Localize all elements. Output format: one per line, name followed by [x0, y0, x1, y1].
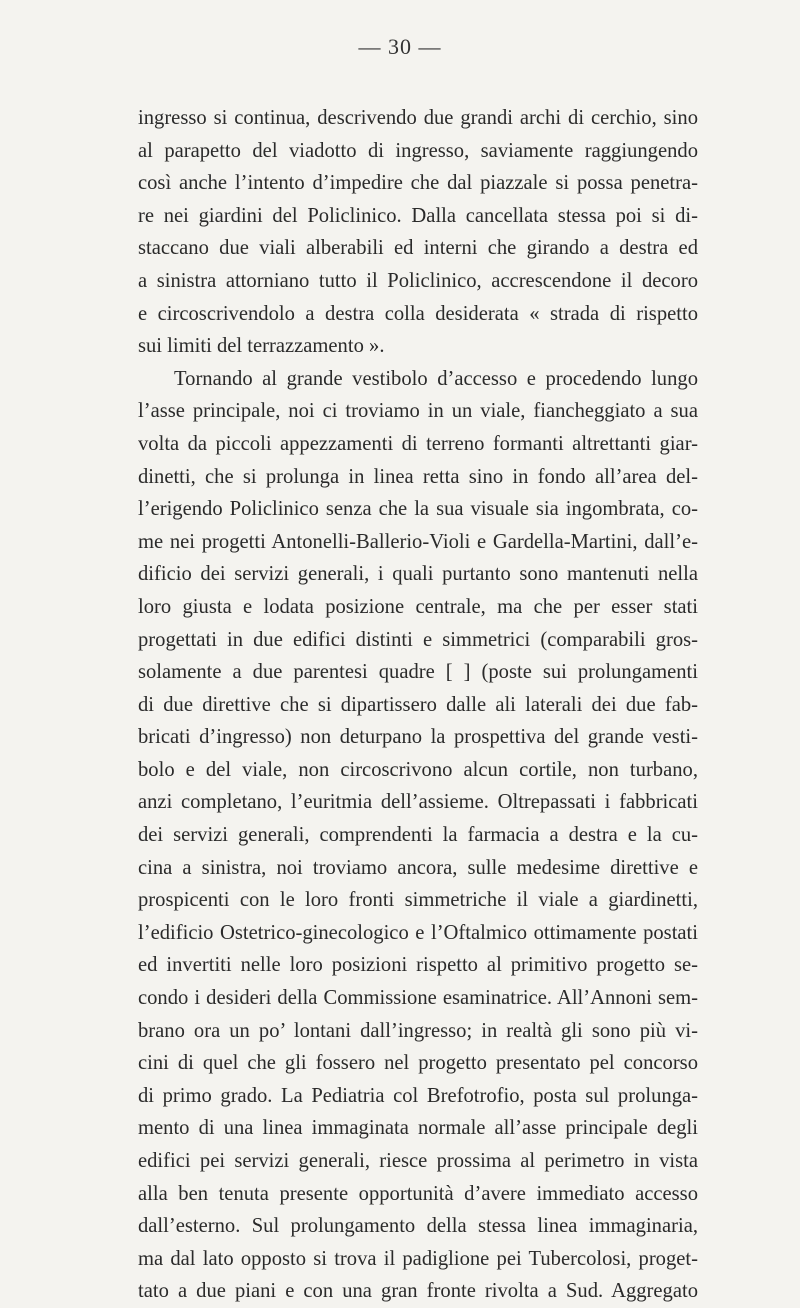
text-line: dificio dei servizi generali, i quali purtanto sono mantenuti nella [138, 563, 698, 586]
text-line: dall’esterno. Sul prolungamento della stessa linea immaginaria, [138, 1215, 698, 1238]
text-line: me nei progetti Antonelli-Ballerio-Violi e Gardella-Martini, dall’e- [138, 530, 698, 553]
text-line: ma dal lato opposto si trova il padiglione pei Tubercolosi, proget- [138, 1247, 698, 1270]
text-line: di primo grado. La Pediatria col Brefotrofio, posta sul prolunga- [138, 1084, 698, 1107]
text-line: sui limiti del terrazzamento ». [138, 335, 385, 358]
text-line: cina a sinistra, noi troviamo ancora, sulle medesime direttive e [138, 856, 698, 879]
text-line: tato a due piani e con una gran fronte rivolta a Sud. Aggregato [138, 1280, 698, 1303]
text-line: l’asse principale, noi ci troviamo in un viale, fiancheggiato a sua [138, 400, 698, 423]
text-line: bolo e del viale, non circoscrivono alcun cortile, non turbano, [138, 758, 698, 781]
text-line: re nei giardini del Policlinico. Dalla cancellata stessa poi si di- [138, 204, 698, 227]
text-line: progettati in due edifici distinti e simmetrici (comparabili gros- [138, 628, 698, 651]
text-line: edifici pei servizi generali, riesce prossima al perimetro in vista [138, 1150, 698, 1172]
text-line: dei servizi generali, comprendenti la farmacia a destra e la cu- [138, 824, 698, 847]
text-line: a sinistra attorniano tutto il Policlinico, accrescendone il decoro [138, 269, 698, 292]
body-text [138, 102, 698, 1308]
text-line: loro giusta e lodata posizione centrale, ma che per esser stati [138, 595, 698, 618]
text-line: di due direttive che si dipartissero dalle ali laterali dei due fab- [138, 693, 698, 716]
text-line: alla ben tenuta presente opportunità d’avere immediato accesso [138, 1182, 698, 1205]
text-line: l’edificio Ostetrico-ginecologico e l’Oftalmico ottimamente postati [138, 921, 698, 944]
paragraph-first-line: Tornando al grande vestibolo d’accesso e procedendo lungo [174, 367, 698, 390]
text-line: anzi completano, l’euritmia dell’assieme. Oltrepassati i fabbricati [138, 791, 698, 814]
text-line: bricati d’ingresso) non deturpano la prospettiva del grande vesti- [138, 726, 698, 749]
text-line: brano ora un po’ lontani dall’ingresso; in realtà gli sono più vi- [138, 1019, 698, 1042]
text-line: dinetti, che si prolunga in linea retta sino in fondo all’area del- [138, 465, 698, 488]
text-line: cini di quel che gli fossero nel progetto presentato pel concorso [138, 1052, 698, 1075]
text-line: prospicenti con le loro fronti simmetriche il viale a giardinetti, [138, 889, 698, 912]
text-line: solamente a due parentesi quadre [ ] (poste sui prolungamenti [138, 661, 698, 684]
text-line: l’erigendo Policlinico senza che la sua visuale sia ingombrata, co- [138, 498, 698, 521]
text-line: condo i desideri della Commissione esaminatrice. All’Annoni sem- [138, 987, 698, 1010]
text-line: staccano due viali alberabili ed interni che girando a destra ed [138, 237, 698, 260]
text-line: ingresso si continua, descrivendo due grandi archi di cerchio, sino [138, 107, 698, 129]
text-line: così anche l’intento d’impedire che dal piazzale si possa penetra- [138, 172, 698, 195]
text-line: e circoscrivendolo a destra colla desiderata « strada di rispetto [138, 302, 698, 325]
text-line: volta da piccoli appezzamenti di terreno formanti altrettanti giar- [138, 432, 698, 455]
text-line: ed invertiti nelle loro posizioni rispetto al primitivo progetto se- [138, 954, 698, 977]
text-line: al parapetto del viadotto di ingresso, saviamente raggiungendo [138, 139, 698, 162]
text-line: mento di una linea immaginata normale all’asse principale degli [138, 1117, 698, 1140]
page-number: — 30 — [358, 34, 442, 59]
